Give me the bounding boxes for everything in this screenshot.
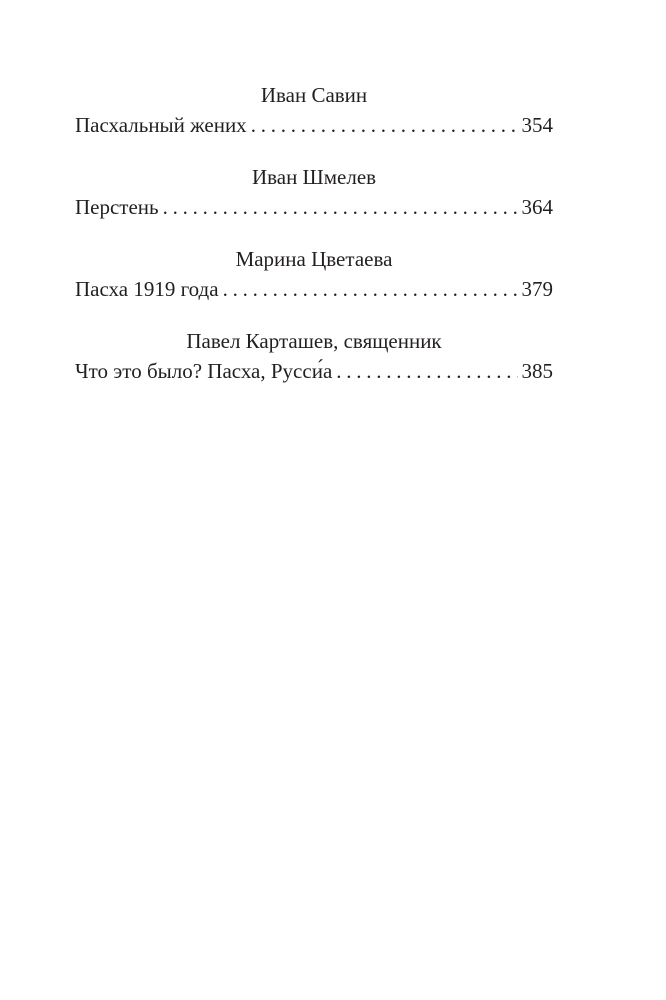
toc-entry[interactable]: [75, 356, 553, 386]
dot-leader: [163, 192, 518, 222]
toc-title: Пасхальный жених: [75, 113, 247, 137]
toc-entry[interactable]: [75, 192, 553, 222]
toc-title: Пасха 1919 года: [75, 277, 219, 301]
toc-entry[interactable]: [75, 274, 553, 304]
toc-title: Что это было? Пасха, Русси́а: [75, 359, 333, 383]
toc-author: Иван Савин: [260, 83, 368, 107]
toc-page-number: 379: [521, 277, 553, 301]
toc-block: [75, 326, 553, 408]
dot-leader: [336, 356, 517, 386]
dot-leader: [223, 274, 518, 304]
table-of-contents: [75, 80, 553, 408]
toc-entry[interactable]: [75, 110, 553, 140]
toc-block: [75, 80, 553, 162]
dot-leader: [251, 110, 518, 140]
toc-block: [75, 162, 553, 244]
toc-author: Марина Цветаева: [235, 247, 393, 271]
toc-title: Перстень: [75, 195, 159, 219]
toc-page-number: 385: [521, 359, 553, 383]
toc-block: [75, 244, 553, 326]
toc-page-number: 354: [521, 113, 553, 137]
toc-page-number: 364: [521, 195, 553, 219]
toc-author: Иван Шмелев: [251, 165, 377, 189]
toc-author: Павел Карташев, священник: [186, 329, 442, 353]
